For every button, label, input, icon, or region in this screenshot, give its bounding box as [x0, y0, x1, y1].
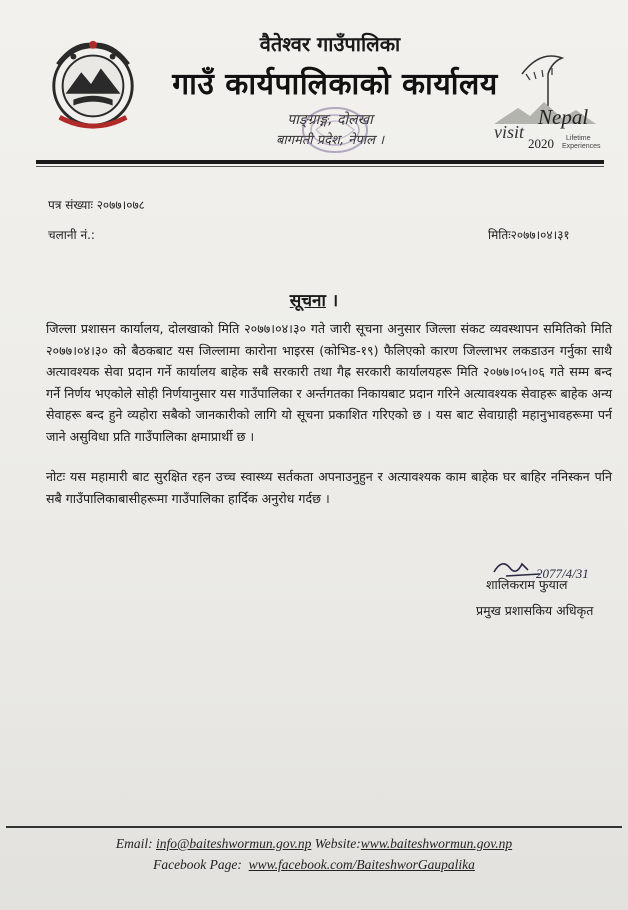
email-link[interactable]: info@baiteshwormun.gov.np	[155, 836, 312, 851]
facebook-link[interactable]: www.facebook.com/BaiteshworGaupalika	[248, 857, 475, 872]
signatory-designation: प्रमुख प्रशासकिय अधिकृत	[476, 603, 594, 618]
address-line-2: बागमती प्रदेश, नेपाल ।	[275, 133, 385, 148]
letter-date: मितिः२०७७।०४।३१	[488, 228, 570, 242]
government-emblem-icon	[44, 34, 142, 134]
svg-text:2020: 2020	[528, 136, 554, 151]
svg-text:Experiences: Experiences	[562, 143, 601, 150]
svg-text:Lifetime: Lifetime	[566, 135, 591, 142]
footer-facebook-line: Facebook Page: www.facebook.com/BaiteshworGaupalika	[153, 857, 475, 872]
notice-body: जिल्ला प्रशासन कार्यालय, दोलखाको मिति २०७७।०४।३० गते जारी सूचना अनुसार जिल्ला संकट व्यवस्थापन समितिको मिति २०७७।०४।३० को बैठकबाट यस जिल्लामा कारोना भाइरस (कोभिड-१९) फैलिएको कारण जिल्लाभर लकडाउन गर्नुका साथै अत्यावश्यक सेवा प्रदान गर्ने कार्यालय बाहेक सबै सरकारी तथा गैह्र सरकारी कार्यालयहरू मिति २०७७।०५।०६ गते सम्म बन्द गर्ने निर्णय भएकोले सोही निर्णयानुसार यस गाउँपालिका र अर्न्तगतका निकायबाट प्रदान गरिने अत्यावश्यक सेवाहरू बाहेक अन्य सेवाहरू बन्द हुने व्यहोरा सबैको जानकारीको लागि यो सूचना प्रकाशित गरिएको छ । यस बाट सेवाग्राही महानुभावहरूमा पर्न जाने असुविधा प्रति गाउँपालिका क्षमाप्रार्थी छ ।	[46, 321, 612, 444]
notice-note: नोटः यस महामारी बाट सुरक्षित रहन उच्च स्वास्थ्य सर्तकता अपनाउनुहुन र अत्यावश्यक काम बाहेक घर बाहिर ननिस्कन पनि सबै गाउँपालिकाबासीहरूमा गाउँपालिका हार्दिक अनुरोध गर्दछ ।	[46, 469, 612, 506]
footer-contact-line: Email: info@baiteshwormun.gov.np Website:www.baiteshwormun.gov.np	[115, 836, 513, 851]
website-link[interactable]: www.baiteshwormun.gov.np	[360, 836, 513, 851]
svg-text:Nepal: Nepal	[538, 105, 589, 129]
visit-nepal-logo-icon	[492, 44, 612, 156]
address-line-1: पाङ्ग्राङ्ग, दोलखा	[287, 112, 373, 128]
letter-number: पत्र संख्याः २०७७।०७८	[48, 198, 145, 212]
footer-rule	[6, 826, 622, 828]
dispatch-number: चलानी नं.:	[48, 228, 95, 242]
rubber-stamp-icon	[300, 104, 370, 156]
signatory-name: शालिकराम फुयाल	[486, 577, 568, 592]
notice-title: सूचना ।	[289, 291, 339, 311]
main-title: गाउँ कार्यपालिकाको कार्यालय	[172, 67, 498, 102]
svg-text:visit: visit	[494, 122, 524, 142]
svg-text:2077/4/31: 2077/4/31	[536, 566, 589, 581]
header-rule-thin	[36, 166, 604, 167]
office-name: वैतेश्वर गाउँपालिका	[259, 32, 401, 56]
header-rule-thick	[36, 160, 604, 164]
